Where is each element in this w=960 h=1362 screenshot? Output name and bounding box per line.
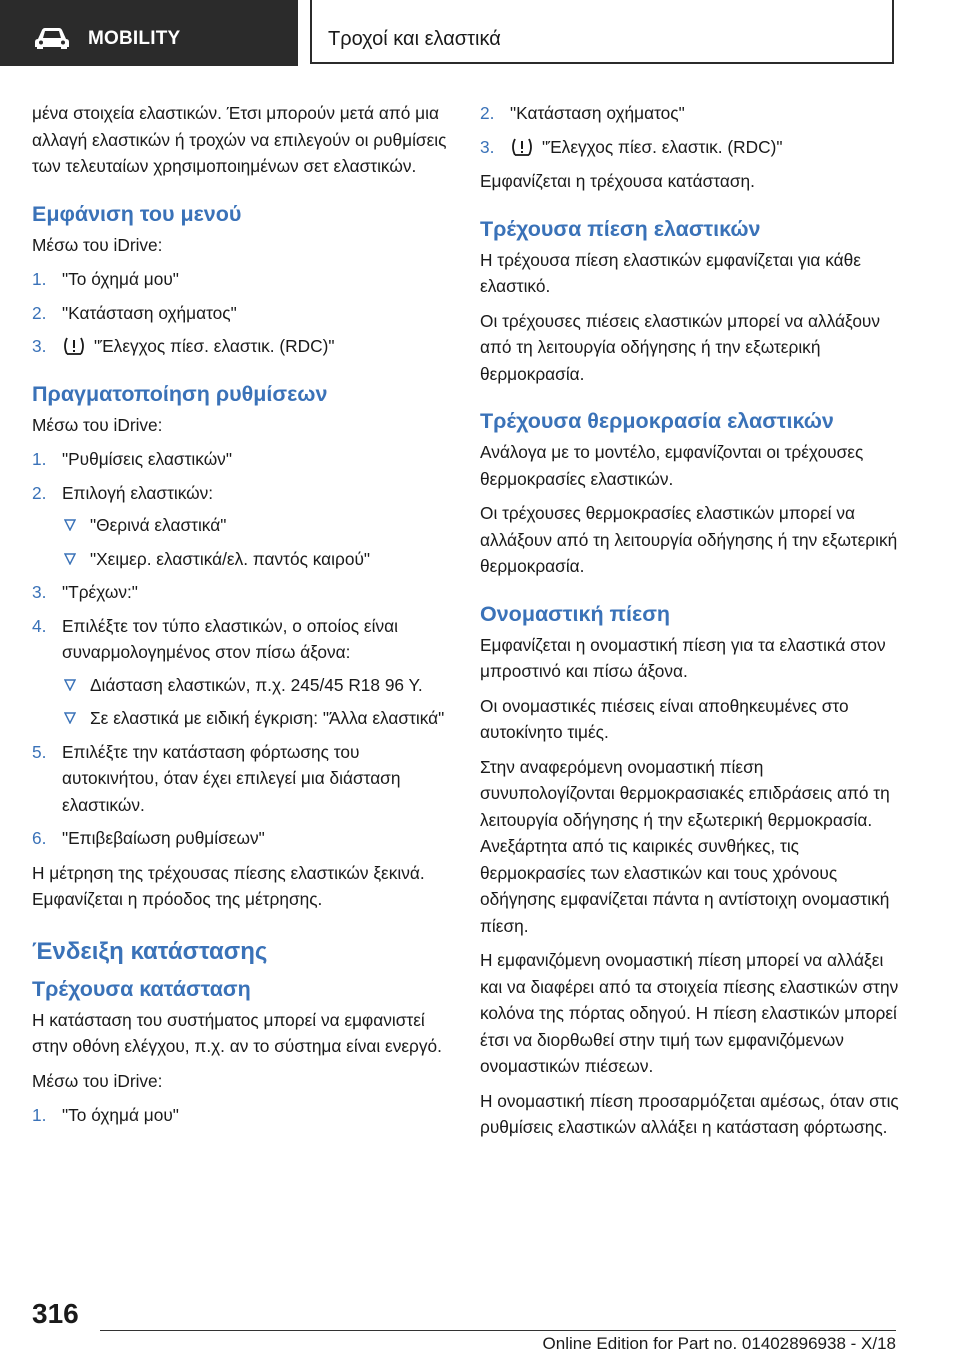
intro-paragraph: μένα στοιχεία ελαστικών. Έτσι μπορούν μετά από μια αλλαγή ελαστικών ή τροχών να επιλεγούν οι ρυθμίσεις των τελευταίων χρησιμοποιημένων σετ ελαστικών. [32, 103, 447, 176]
status-steps-continued [480, 100, 900, 160]
temperature-p1: Ανάλογα με το μοντέλο, εμφανίζονται οι τρέχουσες θερμοκρασίες ελαστικών. [480, 442, 864, 489]
list-item: 3. "Έλεγχος πίεσ. ελαστικ. (RDC)" [32, 336, 335, 356]
nominal-p2: Οι ονομαστικές πιέσεις είναι αποθηκευμένες στο αυτοκίνητο τιμές. [480, 695, 849, 742]
page-header [0, 0, 960, 66]
list-item: 5. Επιλέξτε την κατάσταση φόρτωσης του αυτοκινήτου, όταν έχει επιλεγεί μια διάσταση ελαστικών. [32, 741, 401, 815]
nominal-p3: Στην αναφερόμενη ονομαστική πίεση συνυπολογίζονται θερμοκρασιακές επιδράσεις από τη λειτουργία οδήγησης ή την εξωτερική θερμοκρασία. Ανεξάρτητα από τις καιρικές συνθήκες, τις θερμοκρασίες των ελαστικών και τους χρόνους οδήγησης εμφανίζεται πάντα η αντίστοιχη ονομαστική πίεση. [480, 756, 890, 936]
list-item: 4. Επιλέξτε τον τύπο ελαστικών, ο οποίος είναι συναρμολογημένος στον πίσω άξονα: Διάσταση ελαστικών, π.χ. 245/45 R18 96 Y. Σε ελαστικά με ειδική έγκριση: "Άλλα ελαστικά" [32, 613, 450, 732]
nominal-p4: Η εμφανιζόμενη ονομαστική πίεση μπορεί να αλλάξει και να διαφέρει από τα στοιχεία πίεσης ελαστικών στην κολόνα της πόρτας οδηγού. Η πίεση ελαστικών μπορεί έτσι να διορθωθεί στην τιμή των εμφανιζόμενων ονομαστικών πιέσεων. [480, 950, 899, 1076]
nominal-p1: Εμφανίζεται η ονομαστική πίεση για τα ελαστικά στον μπροστινό και πίσω άξονα. [480, 634, 886, 681]
status-via: Μέσω του iDrive: [32, 1070, 163, 1091]
status-steps [32, 1102, 450, 1129]
settings-via: Μέσω του iDrive: [32, 414, 163, 435]
current-status-heading: Τρέχουσα κατάσταση [32, 976, 251, 1001]
status-shown: Εμφανίζεται η τρέχουσα κατάσταση. [480, 171, 755, 191]
pressure-p2: Οι τρέχουσες πιέσεις ελαστικών μπορεί να αλλάξουν από τη λειτουργία οδήγησης ή την εξωτερική θερμοκρασία. [480, 310, 881, 384]
temperature-p2: Οι τρέχουσες θερμοκρασίες ελαστικών μπορεί να αλλάξουν από τη λειτουργία οδήγησης ή την εξωτερική θερμοκρασία. [480, 503, 898, 576]
tire-pressure-warning-icon [62, 336, 86, 356]
list-item: 1. "Το όχημά μου" [32, 1105, 179, 1125]
triangle-bullet-icon [64, 519, 76, 531]
status-heading: Ένδειξη κατάστασης [32, 937, 268, 965]
chapter-tab [310, 0, 894, 64]
chapter-title: Τροχοί και ελαστικά [328, 28, 501, 50]
list-item: "Χειμερ. ελαστικά/ελ. παντός καιρού" [62, 546, 450, 573]
footer-edition: Online Edition for Part no. 01402896938 - X/18 [542, 1334, 896, 1353]
menu-heading: Εμφάνιση του μενού [32, 201, 242, 226]
list-item: Διάσταση ελαστικών, π.χ. 245/45 R18 96 Y. [62, 672, 450, 699]
triangle-bullet-icon [64, 679, 76, 691]
right-column [480, 100, 900, 1149]
left-column [32, 100, 450, 1137]
list-item: 2. "Κατάσταση οχήματος" [32, 302, 237, 323]
settings-heading: Πραγματοποίηση ρυθμίσεων [32, 381, 328, 406]
list-item: 6. "Επιβεβαίωση ρυθμίσεων" [32, 828, 265, 848]
list-item: 1. "Το όχημά μου" [32, 269, 179, 289]
menu-via: Μέσω του iDrive: [32, 234, 163, 255]
settings-steps [32, 446, 450, 852]
step4-options [62, 672, 450, 732]
list-item: Σε ελαστικά με ειδική έγκριση: "Άλλα ελαστικά" [62, 705, 450, 732]
section-label: MOBILITY [88, 28, 181, 49]
car-icon [34, 27, 70, 49]
nominal-heading: Ονομαστική πίεση [480, 601, 671, 626]
menu-steps [32, 266, 450, 360]
tire-pressure-warning-icon [510, 137, 534, 157]
triangle-bullet-icon [64, 553, 76, 565]
list-item: 3. "Τρέχων:" [32, 582, 138, 602]
step2-options [62, 512, 450, 572]
section-tab [0, 0, 298, 66]
nominal-p5: Η ονομαστική πίεση προσαρμόζεται αμέσως, όταν στις ρυθμίσεις ελαστικών αλλάξει η κατάσταση φόρτωσης. [480, 1090, 899, 1137]
footer-divider [100, 1330, 896, 1331]
current-status-text: Η κατάσταση του συστήματος μπορεί να εμφανιστεί στην οθόνη ελέγχου, π.χ. αν το σύστημα είναι ενεργό. [32, 1009, 442, 1056]
list-item: 1. "Ρυθμίσεις ελαστικών" [32, 449, 232, 469]
list-item: 3. "Έλεγχος πίεσ. ελαστικ. (RDC)" [480, 136, 783, 157]
page-number: 316 [32, 1298, 79, 1329]
temperature-heading: Τρέχουσα θερμοκρασία ελαστικών [480, 409, 834, 433]
list-item: 2. Επιλογή ελαστικών: "Θερινά ελαστικά" "Χειμερ. ελαστικά/ελ. παντός καιρού" [32, 480, 450, 573]
list-item: 2. "Κατάσταση οχήματος" [480, 103, 685, 123]
measure-note: Η μέτρηση της τρέχουσας πίεσης ελαστικών ξεκινά. Εμφανίζεται η πρόοδος της μέτρησης. [32, 862, 425, 909]
list-item: "Θερινά ελαστικά" [62, 512, 450, 539]
triangle-bullet-icon [64, 712, 76, 724]
pressure-p1: Η τρέχουσα πίεση ελαστικών εμφανίζεται για κάθε ελαστικό. [480, 249, 861, 296]
pressure-heading: Τρέχουσα πίεση ελαστικών [480, 216, 761, 241]
